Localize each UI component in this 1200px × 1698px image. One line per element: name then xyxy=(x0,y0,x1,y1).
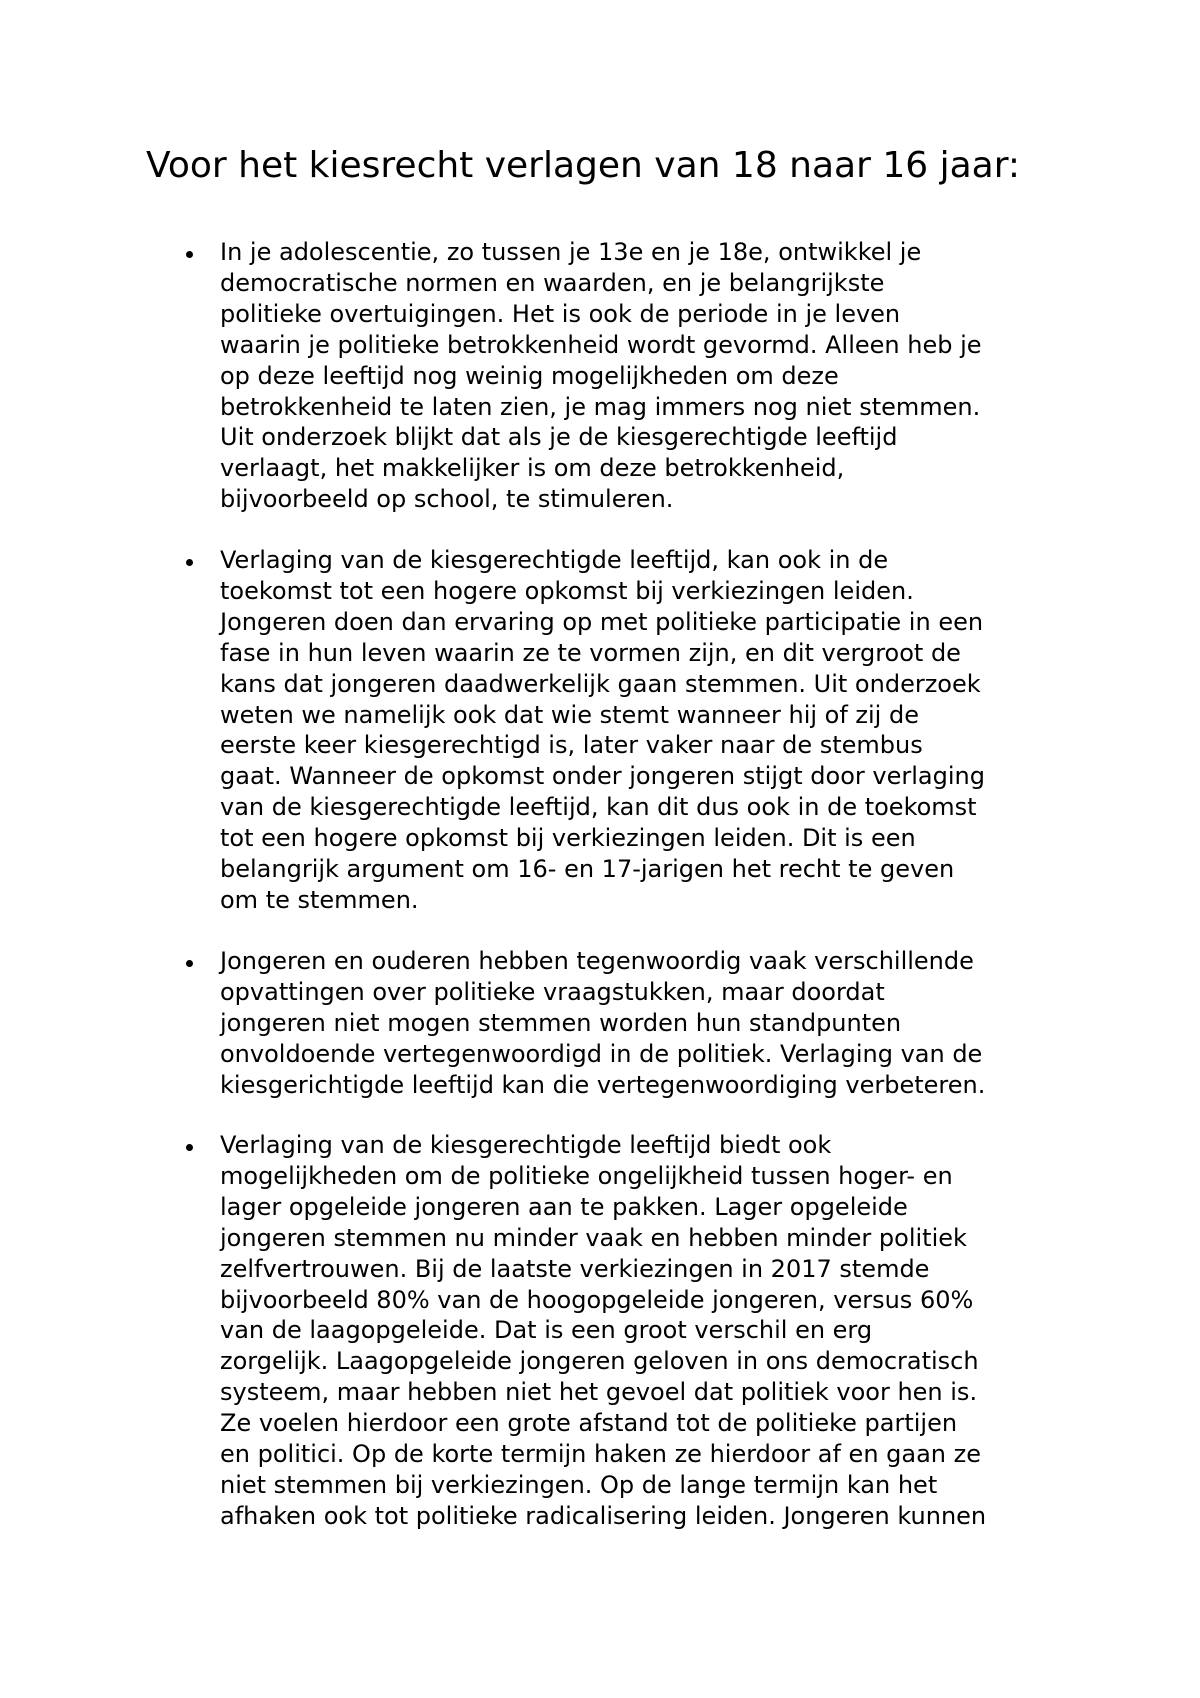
paragraph-text: Verlaging van de kiesgerechtigde leeftijd biedt ook mogelijkheden om de politieke ongelijkheid tussen hoger- en lager opgeleide jongeren aan te pakken. Lager opgeleide jongeren stemmen nu minder vaak en hebben minder politiek zelfvertrouwen. Bij de laatste verkiezingen in 2017 stemde bijvoorbeeld 80% van de hoogopgeleide jongeren, versus 60% van de laagopgeleide. Dat is een groot verschil en erg zorgelijk. Laagopgeleide jongeren geloven in ons democratisch systeem, maar hebben niet het gevoel dat politiek voor hen is. Ze voelen hierdoor een grote afstand tot de politieke partijen en politici. Op de korte termijn haken ze hierdoor af en gaan ze niet stemmen bij verkiezingen. Op de lange termijn kan het afhaken ook tot politieke radicalisering leiden. Jongeren kunnen xyxy=(220,1131,987,1530)
paragraph-text: Jongeren en ouderen hebben tegenwoordig vaak verschillende opvattingen over politieke vraagstukken, maar doordat jongeren niet mogen stemmen worden hun standpunten onvoldoende vertegenwoordigd in de politiek. Verlaging van de kiesgerichtigde leeftijd kan die vertegenwoordiging verbeteren. xyxy=(220,947,986,1099)
bullet-icon xyxy=(186,1144,193,1151)
document-title: Voor het kiesrecht verlagen van 18 naar 16 jaar: xyxy=(146,145,1021,186)
paragraph-text: In je adolescentie, zo tussen je 13e en je 18e, ontwikkel je democratische normen en waarden, en je belangrijkste politieke overtuigingen. Het is ook de periode in je leven waarin je politieke betrokkenheid wordt gevormd. Alleen heb je op deze leeftijd nog weinig mogelijkheden om deze betrokkenheid te laten zien, je mag immers nog niet stemmen. Uit onderzoek blijkt dat als je de kiesgerechtigde leeftijd verlaagt, het makkelijker is om deze betrokkenheid, bijvoorbeeld op school, te stimuleren. xyxy=(220,238,982,514)
bullet-icon xyxy=(186,960,193,967)
bullet-icon xyxy=(186,559,193,566)
bullet-icon xyxy=(186,251,193,258)
paragraph-text: Verlaging van de kiesgerechtigde leeftijd, kan ook in de toekomst tot een hogere opkomst bij verkiezingen leiden. Jongeren doen dan ervaring op met politieke participatie in een fase in hun leven waarin ze te vormen zijn, en dit vergroot de kans dat jongeren daadwerkelijk gaan stemmen. Uit onderzoek weten we namelijk ook dat wie stemt wanneer hij of zij de eerste keer kiesgerechtigd is, later vaker naar de stembus gaat. Wanneer de opkomst onder jongeren stijgt door verlaging van de kiesgerechtigde leeftijd, kan dit dus ook in de toekomst tot een hogere opkomst bij verkiezingen leiden. Dit is een belangrijk argument om 16- en 17-jarigen het recht te geven om te stemmen. xyxy=(220,546,985,914)
